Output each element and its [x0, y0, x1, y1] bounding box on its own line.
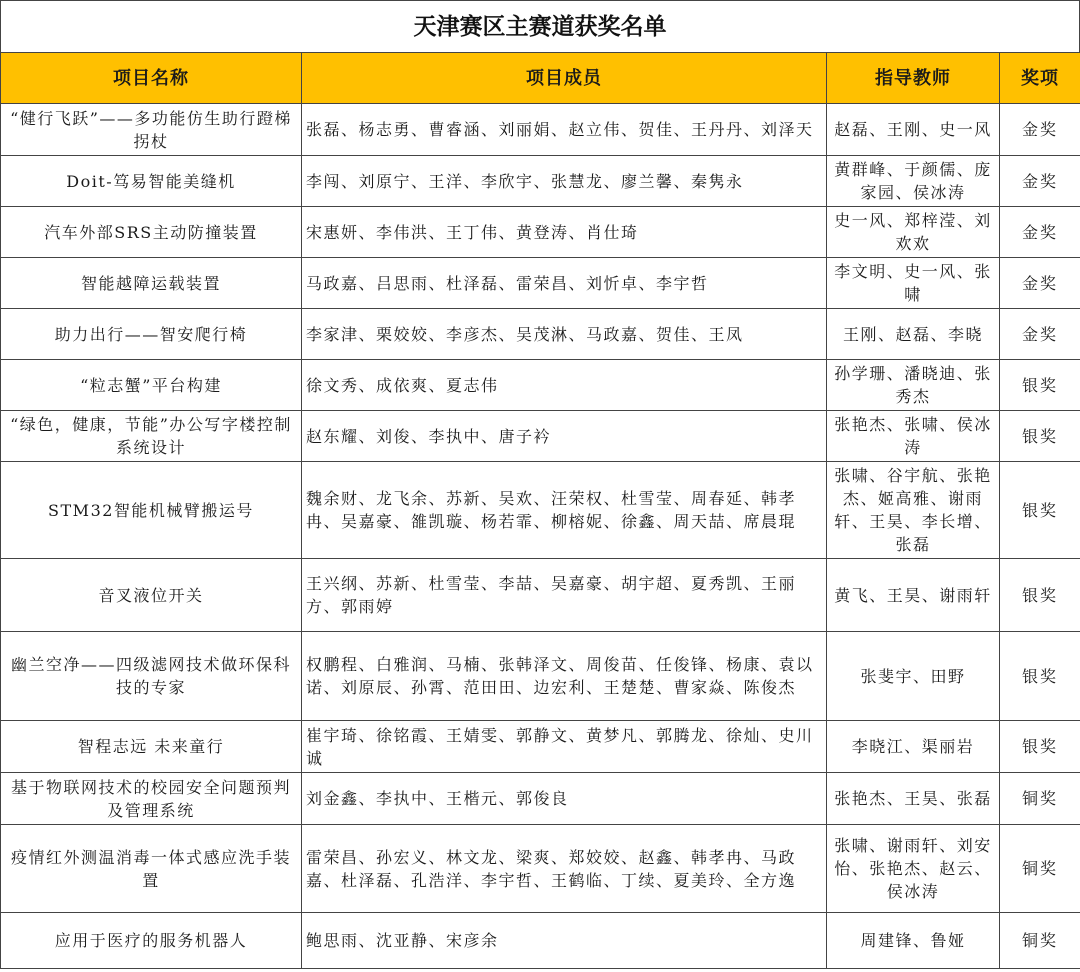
- table-row: [1, 559, 1080, 632]
- table-row: [1, 258, 1080, 309]
- project-name-cell: 幽兰空净——四级滤网技术做环保科技的专家: [1, 632, 302, 721]
- advisor-cell: 李文明、史一风、张啸: [827, 258, 1000, 309]
- award-cell: 金奖: [1000, 207, 1080, 258]
- award-cell: 铜奖: [1000, 913, 1080, 969]
- members-cell: 马政嘉、吕思雨、杜泽磊、雷荣昌、刘忻卓、李宇哲: [302, 258, 827, 309]
- members-cell: 雷荣昌、孙宏义、林文龙、梁爽、郑姣姣、赵鑫、韩孝冉、马政嘉、杜泽磊、孔浩洋、李宇哲、王鹤临、丁续、夏美玲、全方逸: [302, 825, 827, 913]
- project-name-cell: 助力出行——智安爬行椅: [1, 309, 302, 360]
- advisor-cell: 赵磊、王刚、史一风: [827, 104, 1000, 156]
- table-row: [1, 913, 1080, 969]
- advisor-cell: 王刚、赵磊、李晓: [827, 309, 1000, 360]
- award-cell: 金奖: [1000, 104, 1080, 156]
- project-name-cell: 应用于医疗的服务机器人: [1, 913, 302, 969]
- project-name-cell: “粒志蟹”平台构建: [1, 360, 302, 411]
- advisor-cell: 黄群峰、于颜儒、庞家园、侯冰涛: [827, 156, 1000, 207]
- members-cell: 刘金鑫、李执中、王楷元、郭俊良: [302, 773, 827, 825]
- table-row: [1, 773, 1080, 825]
- page-title: 天津赛区主赛道获奖名单: [0, 0, 1080, 52]
- advisor-cell: 李晓江、渠丽岩: [827, 721, 1000, 773]
- award-cell: 铜奖: [1000, 773, 1080, 825]
- award-cell: 铜奖: [1000, 825, 1080, 913]
- members-cell: 权鹏程、白雅润、马楠、张韩泽文、周俊苗、任俊锋、杨康、袁以诺、刘原辰、孙霄、范田田、边宏利、王楚楚、曹家焱、陈俊杰: [302, 632, 827, 721]
- advisor-cell: 张啸、谢雨轩、刘安怡、张艳杰、赵云、侯冰涛: [827, 825, 1000, 913]
- award-cell: 银奖: [1000, 411, 1080, 462]
- award-cell: 金奖: [1000, 156, 1080, 207]
- members-cell: 张磊、杨志勇、曹睿涵、刘丽娟、赵立伟、贺佳、王丹丹、刘泽天: [302, 104, 827, 156]
- project-name-cell: “健行飞跃”——多功能仿生助行蹬梯拐杖: [1, 104, 302, 156]
- table-row: [1, 721, 1080, 773]
- members-cell: 李闯、刘原宁、王洋、李欣宇、张慧龙、廖兰馨、秦隽永: [302, 156, 827, 207]
- project-name-cell: Doit-笃易智能美缝机: [1, 156, 302, 207]
- award-cell: 银奖: [1000, 462, 1080, 559]
- advisor-cell: 张艳杰、张啸、侯冰涛: [827, 411, 1000, 462]
- advisor-cell: 黄飞、王昊、谢雨轩: [827, 559, 1000, 632]
- table-row: [1, 360, 1080, 411]
- members-cell: 赵东耀、刘俊、李执中、唐子衿: [302, 411, 827, 462]
- members-cell: 魏余财、龙飞余、苏新、吴欢、汪荣权、杜雪莹、周春延、韩孝冉、吴嘉豪、雒凯璇、杨若霏、柳榕妮、徐鑫、周天喆、席晨琨: [302, 462, 827, 559]
- project-name-cell: 汽车外部SRS主动防撞装置: [1, 207, 302, 258]
- table-row: [1, 632, 1080, 721]
- table-row: [1, 411, 1080, 462]
- award-cell: 银奖: [1000, 632, 1080, 721]
- advisor-cell: 孙学珊、潘晓迪、张秀杰: [827, 360, 1000, 411]
- header-row: [1, 53, 1080, 104]
- advisor-cell: 张艳杰、王昊、张磊: [827, 773, 1000, 825]
- advisor-cell: 张啸、谷宇航、张艳杰、姬高雅、谢雨轩、王昊、李长增、张磊: [827, 462, 1000, 559]
- members-cell: 崔宇琦、徐铭霞、王婧雯、郭静文、黄梦凡、郭腾龙、徐灿、史川诚: [302, 721, 827, 773]
- table-row: [1, 207, 1080, 258]
- table-row: [1, 156, 1080, 207]
- members-cell: 李家津、栗姣姣、李彦杰、吴茂淋、马政嘉、贺佳、王凤: [302, 309, 827, 360]
- project-name-cell: 基于物联网技术的校园安全问题预判及管理系统: [1, 773, 302, 825]
- table-body: [1, 104, 1080, 969]
- project-name-cell: 疫情红外测温消毒一体式感应洗手装置: [1, 825, 302, 913]
- members-cell: 王兴纲、苏新、杜雪莹、李喆、吴嘉豪、胡宇超、夏秀凯、王丽方、郭雨婷: [302, 559, 827, 632]
- members-cell: 宋惠妍、李伟洪、王丁伟、黄登涛、肖仕琦: [302, 207, 827, 258]
- award-cell: 银奖: [1000, 721, 1080, 773]
- award-cell: 银奖: [1000, 360, 1080, 411]
- table-row: [1, 309, 1080, 360]
- project-name-cell: 智能越障运载装置: [1, 258, 302, 309]
- award-table: [0, 52, 1080, 969]
- table-row: [1, 825, 1080, 913]
- advisor-cell: 史一风、郑梓滢、刘欢欢: [827, 207, 1000, 258]
- advisor-cell: 周建锋、鲁娅: [827, 913, 1000, 969]
- header-advisor: 指导教师: [827, 53, 1000, 104]
- members-cell: 鲍思雨、沈亚静、宋彦余: [302, 913, 827, 969]
- table-row: [1, 104, 1080, 156]
- project-name-cell: “绿色，健康，节能”办公写字楼控制系统设计: [1, 411, 302, 462]
- table-row: [1, 462, 1080, 559]
- award-cell: 金奖: [1000, 258, 1080, 309]
- project-name-cell: STM32智能机械臂搬运号: [1, 462, 302, 559]
- award-cell: 银奖: [1000, 559, 1080, 632]
- advisor-cell: 张斐宇、田野: [827, 632, 1000, 721]
- header-members: 项目成员: [302, 53, 827, 104]
- project-name-cell: 音叉液位开关: [1, 559, 302, 632]
- header-award: 奖项: [1000, 53, 1080, 104]
- header-project: 项目名称: [1, 53, 302, 104]
- award-cell: 金奖: [1000, 309, 1080, 360]
- project-name-cell: 智程志远 未来童行: [1, 721, 302, 773]
- members-cell: 徐文秀、成依爽、夏志伟: [302, 360, 827, 411]
